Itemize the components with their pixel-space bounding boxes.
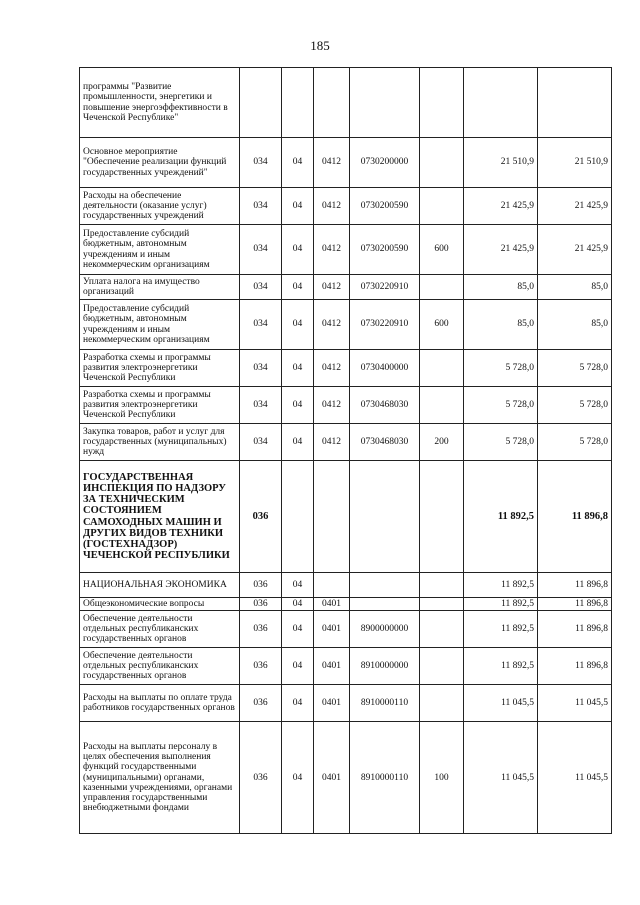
row-description: Расходы на обеспечение деятельности (оказание услуг) государственных учреждений bbox=[80, 188, 240, 225]
row-section-code: 04 bbox=[282, 138, 314, 188]
row-description: Предоставление субсидий бюджетным, автономным учреждениям и иным некоммерческим организациям bbox=[80, 225, 240, 275]
row-subsection-code: 0412 bbox=[314, 350, 350, 387]
row-subsection-code: 0412 bbox=[314, 300, 350, 350]
row-description: Уплата налога на имущество организаций bbox=[80, 275, 240, 300]
row-target-article-code: 0730200590 bbox=[350, 225, 420, 275]
row-amount-year-2: 85,0 bbox=[538, 300, 612, 350]
row-subsection-code bbox=[314, 573, 350, 598]
row-ministry-code: 036 bbox=[240, 648, 282, 685]
row-ministry-code: 036 bbox=[240, 573, 282, 598]
table-row bbox=[80, 138, 612, 188]
row-description: программы "Развитие промышленности, энергетики и повышение энергоэффективности в Чеченской Республике" bbox=[80, 68, 240, 138]
row-section-code bbox=[282, 461, 314, 573]
row-description: Обеспечение деятельности отдельных республиканских государственных органов bbox=[80, 648, 240, 685]
row-target-article-code: 0730200000 bbox=[350, 138, 420, 188]
row-target-article-code bbox=[350, 573, 420, 598]
row-subsection-code: 0401 bbox=[314, 648, 350, 685]
row-subsection-code: 0401 bbox=[314, 722, 350, 834]
row-ministry-code: 034 bbox=[240, 188, 282, 225]
row-description: ГОСУДАРСТВЕННАЯ ИНСПЕКЦИЯ ПО НАДЗОРУ ЗА ТЕХНИЧЕСКИМ СОСТОЯНИЕМ САМОХОДНЫХ МАШИН И ДРУГИХ ВИДОВ ТЕХНИКИ (ГОСТЕХНАДЗОР) ЧЕЧЕНСКОЙ РЕСПУБЛИКИ bbox=[80, 461, 240, 573]
table-row bbox=[80, 68, 612, 138]
row-ministry-code: 034 bbox=[240, 138, 282, 188]
row-section-code bbox=[282, 68, 314, 138]
row-subsection-code: 0412 bbox=[314, 275, 350, 300]
row-section-code: 04 bbox=[282, 611, 314, 648]
row-description: Общеэкономические вопросы bbox=[80, 598, 240, 611]
row-section-code: 04 bbox=[282, 275, 314, 300]
row-target-article-code bbox=[350, 68, 420, 138]
row-expense-type-code bbox=[420, 461, 464, 573]
row-expense-type-code bbox=[420, 350, 464, 387]
row-amount-year-1 bbox=[464, 68, 538, 138]
row-amount-year-2: 11 896,8 bbox=[538, 573, 612, 598]
table-row bbox=[80, 722, 612, 834]
row-amount-year-2: 11 045,5 bbox=[538, 722, 612, 834]
row-amount-year-2: 11 896,8 bbox=[538, 598, 612, 611]
row-subsection-code bbox=[314, 68, 350, 138]
table-row bbox=[80, 300, 612, 350]
budget-table bbox=[79, 67, 612, 834]
row-section-code: 04 bbox=[282, 225, 314, 275]
row-subsection-code: 0412 bbox=[314, 424, 350, 461]
row-target-article-code: 0730220910 bbox=[350, 300, 420, 350]
table-row bbox=[80, 424, 612, 461]
row-amount-year-2: 5 728,0 bbox=[538, 387, 612, 424]
row-expense-type-code bbox=[420, 387, 464, 424]
row-target-article-code: 0730468030 bbox=[350, 387, 420, 424]
row-expense-type-code bbox=[420, 138, 464, 188]
row-subsection-code: 0401 bbox=[314, 611, 350, 648]
table-row bbox=[80, 188, 612, 225]
table-row bbox=[80, 275, 612, 300]
row-ministry-code: 034 bbox=[240, 300, 282, 350]
row-ministry-code: 036 bbox=[240, 722, 282, 834]
row-expense-type-code bbox=[420, 188, 464, 225]
table-row bbox=[80, 573, 612, 598]
table-row bbox=[80, 611, 612, 648]
row-subsection-code: 0401 bbox=[314, 685, 350, 722]
row-amount-year-1: 11 892,5 bbox=[464, 648, 538, 685]
row-target-article-code: 8910000110 bbox=[350, 722, 420, 834]
row-subsection-code: 0412 bbox=[314, 188, 350, 225]
row-amount-year-1: 11 892,5 bbox=[464, 611, 538, 648]
row-target-article-code bbox=[350, 461, 420, 573]
row-section-code: 04 bbox=[282, 387, 314, 424]
row-amount-year-2: 21 510,9 bbox=[538, 138, 612, 188]
row-description: Расходы на выплаты по оплате труда работников государственных органов bbox=[80, 685, 240, 722]
row-amount-year-1: 85,0 bbox=[464, 275, 538, 300]
row-amount-year-1: 21 425,9 bbox=[464, 225, 538, 275]
row-expense-type-code bbox=[420, 648, 464, 685]
table-row bbox=[80, 225, 612, 275]
row-section-code: 04 bbox=[282, 573, 314, 598]
row-expense-type-code bbox=[420, 275, 464, 300]
row-ministry-code: 036 bbox=[240, 685, 282, 722]
row-amount-year-1: 21 510,9 bbox=[464, 138, 538, 188]
row-description: Обеспечение деятельности отдельных республиканских государственных органов bbox=[80, 611, 240, 648]
row-amount-year-1: 11 892,5 bbox=[464, 573, 538, 598]
row-expense-type-code bbox=[420, 598, 464, 611]
row-description: Расходы на выплаты персоналу в целях обеспечения выполнения функций государственными (муниципальными) органами, казенными учреждениями, органами управления государственными внебюджетными фондами bbox=[80, 722, 240, 834]
row-target-article-code: 0730468030 bbox=[350, 424, 420, 461]
row-ministry-code: 034 bbox=[240, 225, 282, 275]
row-expense-type-code bbox=[420, 573, 464, 598]
row-section-code: 04 bbox=[282, 350, 314, 387]
row-amount-year-2: 11 896,8 bbox=[538, 611, 612, 648]
row-amount-year-2: 21 425,9 bbox=[538, 225, 612, 275]
row-ministry-code: 036 bbox=[240, 598, 282, 611]
row-target-article-code: 0730200590 bbox=[350, 188, 420, 225]
row-amount-year-2: 11 045,5 bbox=[538, 685, 612, 722]
row-target-article-code: 8910000110 bbox=[350, 685, 420, 722]
row-expense-type-code bbox=[420, 611, 464, 648]
row-description: Основное мероприятие "Обеспечение реализации функций государственных учреждений" bbox=[80, 138, 240, 188]
row-ministry-code: 034 bbox=[240, 424, 282, 461]
table-row bbox=[80, 648, 612, 685]
row-target-article-code: 0730220910 bbox=[350, 275, 420, 300]
row-section-code: 04 bbox=[282, 424, 314, 461]
row-amount-year-2: 11 896,8 bbox=[538, 648, 612, 685]
row-subsection-code: 0412 bbox=[314, 225, 350, 275]
row-ministry-code: 034 bbox=[240, 387, 282, 424]
row-expense-type-code: 100 bbox=[420, 722, 464, 834]
row-ministry-code bbox=[240, 68, 282, 138]
row-expense-type-code bbox=[420, 685, 464, 722]
row-section-code: 04 bbox=[282, 722, 314, 834]
row-description: НАЦИОНАЛЬНАЯ ЭКОНОМИКА bbox=[80, 573, 240, 598]
row-description: Разработка схемы и программы развития электроэнергетики Чеченской Республики bbox=[80, 350, 240, 387]
row-target-article-code: 0730400000 bbox=[350, 350, 420, 387]
row-description: Разработка схемы и программы развития электроэнергетики Чеченской Республики bbox=[80, 387, 240, 424]
row-amount-year-2: 11 896,8 bbox=[538, 461, 612, 573]
page-number: 185 bbox=[310, 38, 330, 53]
row-amount-year-1: 11 892,5 bbox=[464, 598, 538, 611]
row-ministry-code: 036 bbox=[240, 461, 282, 573]
table-row bbox=[80, 461, 612, 573]
row-description: Предоставление субсидий бюджетным, автономным учреждениям и иным некоммерческим организациям bbox=[80, 300, 240, 350]
row-target-article-code bbox=[350, 598, 420, 611]
row-subsection-code: 0412 bbox=[314, 387, 350, 424]
row-amount-year-1: 11 045,5 bbox=[464, 685, 538, 722]
row-amount-year-1: 11 892,5 bbox=[464, 461, 538, 573]
row-section-code: 04 bbox=[282, 188, 314, 225]
row-ministry-code: 034 bbox=[240, 350, 282, 387]
row-amount-year-2: 21 425,9 bbox=[538, 188, 612, 225]
row-expense-type-code bbox=[420, 68, 464, 138]
row-amount-year-1: 11 045,5 bbox=[464, 722, 538, 834]
row-target-article-code: 8910000000 bbox=[350, 648, 420, 685]
row-subsection-code bbox=[314, 461, 350, 573]
row-ministry-code: 034 bbox=[240, 275, 282, 300]
row-target-article-code: 8900000000 bbox=[350, 611, 420, 648]
row-amount-year-1: 5 728,0 bbox=[464, 387, 538, 424]
table-row bbox=[80, 598, 612, 611]
row-expense-type-code: 600 bbox=[420, 300, 464, 350]
row-amount-year-2: 5 728,0 bbox=[538, 424, 612, 461]
row-amount-year-2 bbox=[538, 68, 612, 138]
row-amount-year-1: 5 728,0 bbox=[464, 350, 538, 387]
row-description: Закупка товаров, работ и услуг для государственных (муниципальных) нужд bbox=[80, 424, 240, 461]
row-section-code: 04 bbox=[282, 300, 314, 350]
row-amount-year-1: 21 425,9 bbox=[464, 188, 538, 225]
row-section-code: 04 bbox=[282, 685, 314, 722]
row-ministry-code: 036 bbox=[240, 611, 282, 648]
row-section-code: 04 bbox=[282, 648, 314, 685]
table-row bbox=[80, 387, 612, 424]
row-amount-year-1: 85,0 bbox=[464, 300, 538, 350]
row-section-code: 04 bbox=[282, 598, 314, 611]
table-body bbox=[80, 68, 612, 834]
row-amount-year-1: 5 728,0 bbox=[464, 424, 538, 461]
row-amount-year-2: 5 728,0 bbox=[538, 350, 612, 387]
row-amount-year-2: 85,0 bbox=[538, 275, 612, 300]
row-expense-type-code: 600 bbox=[420, 225, 464, 275]
table-row bbox=[80, 685, 612, 722]
row-subsection-code: 0412 bbox=[314, 138, 350, 188]
row-subsection-code: 0401 bbox=[314, 598, 350, 611]
row-expense-type-code: 200 bbox=[420, 424, 464, 461]
table-row bbox=[80, 350, 612, 387]
